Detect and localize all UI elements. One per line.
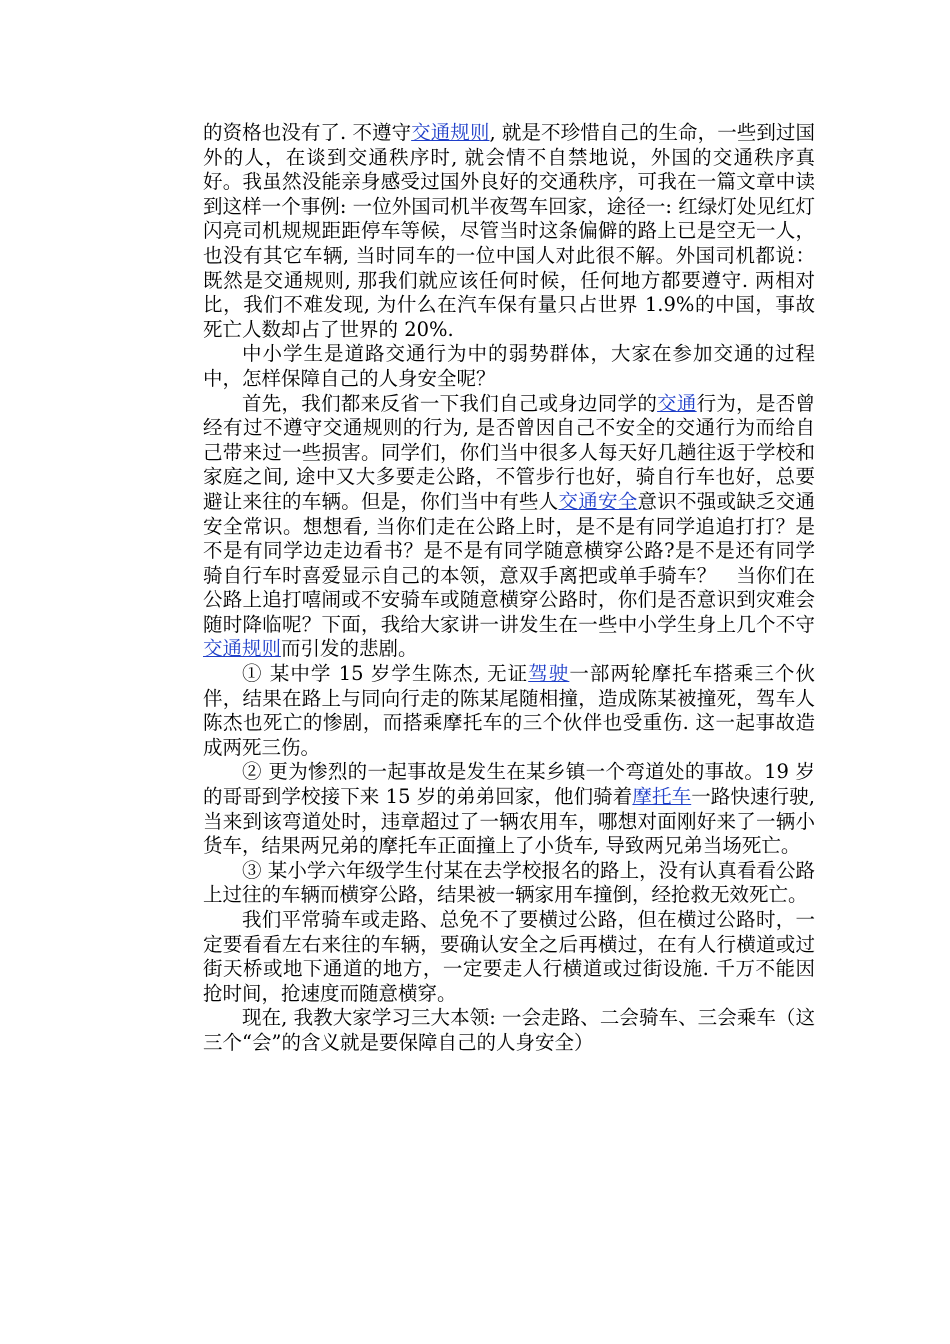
text-run: 一路快速行驶, 当来到该弯道处时，违章超过了一辆农用车，哪想对面刚好来了一辆小货车，结果两兄弟的摩托车正面撞上了小货车, 导致两兄弟当场死亡。 xyxy=(203,785,815,858)
text-run: 行为，是否曾经有过不遵守交通规则的行为, 是否曾因自己不安全的交通行为而给自己带来过一些损害。同学们，你们当中很多人每天好几趟往返于学校和家庭之间, 途中又大多要走公路，不管步行也好，骑自行车也好，总要避让来往的车辆。但是，你们当中有些人 xyxy=(203,391,815,513)
text-run: 而引发的悲剧。 xyxy=(281,637,418,661)
paragraph xyxy=(203,859,815,908)
text-run: ② 更为惨烈的一起事故是发生在某乡镇一个弯道处的事故。19 岁的哥哥到学校接下来 15 岁的弟弟回家，他们骑着 xyxy=(203,760,815,809)
paragraph xyxy=(203,342,815,391)
inline-link[interactable]: 摩托车 xyxy=(632,785,692,809)
text-run: 的资格也没有了. 不遵守 xyxy=(203,121,412,144)
inline-link[interactable]: 交通安全 xyxy=(558,489,638,513)
text-run: ③ 某小学六年级学生付某在去学校报名的路上，没有认真看看公路上过往的车辆而横穿公路，结果被一辆家用车撞倒，经抢救无效死亡。 xyxy=(203,858,815,907)
inline-link[interactable]: 交通 xyxy=(657,391,697,415)
inline-link[interactable]: 交通规则 xyxy=(411,121,490,144)
paragraph xyxy=(203,760,815,858)
text-run: 现在, 我教大家学习三大本领: 一会走路、二会骑车、三会乘车（这三个“会”的含义就是要保障自己的人身安全） xyxy=(203,1006,815,1054)
paragraph xyxy=(203,662,815,760)
paragraph xyxy=(203,1006,815,1055)
paragraph xyxy=(203,392,815,663)
text-run: 意识不强或缺乏交通安全常识。想想看, 当你们走在公路上时，是不是有同学追追打打？是不是有同学边走边看书？是不是有同学随意横穿公路?是不是还有同学骑自行车时喜爱显示自己的本领，意双手离把或单手骑车？ 当你们在公路上追打嘻闹或不安骑车或随意横穿公路时，你们是否意识到灾难会随时降临呢？下面，我给大家讲一讲发生在一些中小学生身上几个不守 xyxy=(203,489,815,636)
text-run: ① 某中学 15 岁学生陈杰, 无证 xyxy=(242,662,529,686)
inline-link[interactable]: 驾驶 xyxy=(528,662,570,686)
paragraph xyxy=(203,908,815,1006)
text-run: 首先，我们都来反省一下我们自己或身边同学的 xyxy=(242,391,658,415)
document-page xyxy=(203,121,815,1056)
inline-link[interactable]: 交通规则 xyxy=(203,637,282,661)
paragraph xyxy=(203,121,815,342)
text-run: 中小学生是道路交通行为中的弱势群体，大家在参加交通的过程中，怎样保障自己的人身安全呢？ xyxy=(203,342,815,390)
text-run: 我们平常骑车或走路、总免不了要横过公路，但在横过公路时，一定要看看左右来往的车辆，要确认安全之后再横过，在有人行横道或过街天桥或地下通道的地方，一定要走人行横道或过街设施. 千万不能因抢时间，抢速度而随意横穿。 xyxy=(203,908,815,1005)
text-run: , 就是不珍惜自己的生命，一些到过国外的人，在谈到交通秩序时, 就会情不自禁地说，外国的交通秩序真好。我虽然没能亲身感受过国外良好的交通秩序，可我在一篇文章中读到这样一个事例: 一位外国司机半夜驾车回家，途径一: 红绿灯处见红灯闪亮司机规规距距停车等候，尽管当时这条偏僻的路上已是空无一人，也没有其它车辆, 当时同车的一位中国人对此很不解。外国司机都说：既然是交通规则, 那我们就应该任何时候，任何地方都要遵守. 两相对比，我们不难发现, 为什么在汽车保有量只占世界 1.9%的中国，事故死亡人数却占了世界的 20%. xyxy=(203,121,815,341)
text-run: 一部两轮摩托车搭乘三个伙伴，结果在路上与同向行走的陈某尾随相撞，造成陈某被撞死，驾车人陈杰也死亡的惨剧，而搭乘摩托车的三个伙伴也受重伤. 这一起事故造成两死三伤。 xyxy=(203,662,815,759)
